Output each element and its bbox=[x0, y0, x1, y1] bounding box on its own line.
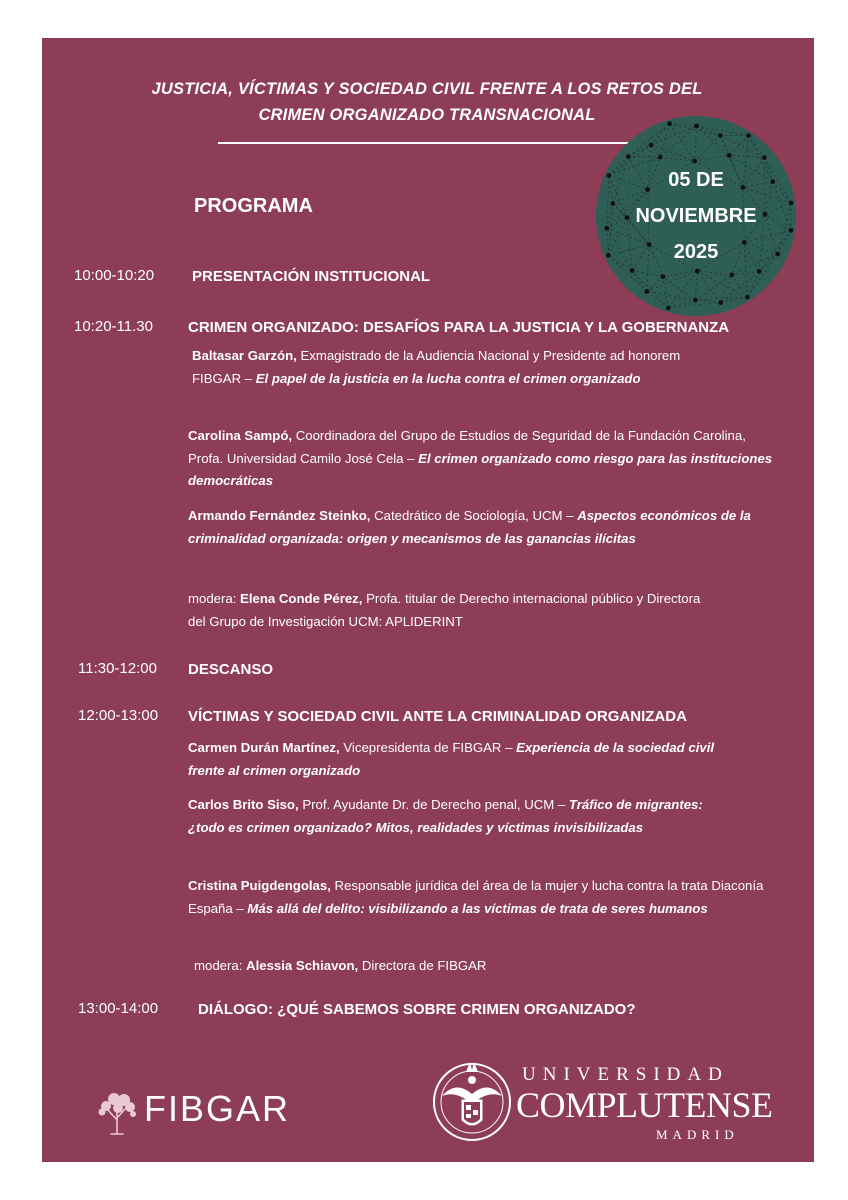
ucm-universidad: UNIVERSIDAD bbox=[522, 1064, 729, 1085]
network-node bbox=[693, 298, 698, 303]
ucm-logo bbox=[430, 1050, 782, 1150]
talk-title: Tráfico de migrantes: ¿todo es crimen organizado? Mitos, realidades y víctimas invisibilizadas bbox=[188, 797, 703, 835]
session-heading: PRESENTACIÓN INSTITUCIONAL bbox=[192, 268, 431, 285]
speaker-role: Vicepresidenta de FIBGAR – bbox=[339, 740, 517, 755]
speaker-role: Coordinadora del Grupo de Estudios de Seguridad de la Fundación Carolina, Profa. Universidad Camilo José Cela – bbox=[188, 428, 746, 466]
ucm-madrid: MADRID bbox=[656, 1127, 739, 1142]
speaker-entry bbox=[192, 345, 732, 390]
speaker-role: Responsable jurídica del área de la mujer y lucha contra la trata Diaconía España – bbox=[188, 878, 764, 916]
session-time: 13:00-14:00 bbox=[78, 1000, 159, 1017]
speaker-role: Prof. Ayudante Dr. de Derecho penal, UCM – bbox=[298, 797, 569, 812]
moderator-entry bbox=[188, 588, 708, 633]
session-time: 11:30-12:00 bbox=[78, 660, 157, 677]
network-node bbox=[667, 121, 672, 126]
session-heading: DESCANSO bbox=[188, 661, 274, 678]
session-heading: VÍCTIMAS Y SOCIEDAD CIVIL ANTE LA CRIMINALIDAD ORGANIZADA bbox=[188, 708, 687, 725]
speaker-name: Carmen Durán Martínez, bbox=[188, 740, 340, 755]
session-time: 12:00-13:00 bbox=[78, 707, 159, 724]
date-month: NOVIEMBRE bbox=[635, 205, 757, 227]
talk-title: El crimen organizado como riesgo para las instituciones democráticas bbox=[188, 450, 773, 488]
network-node bbox=[626, 154, 631, 159]
olive-tree-icon bbox=[94, 1090, 140, 1136]
session-time: 10:20-11.30 bbox=[74, 318, 153, 335]
moderator-name: Alessia Schiavon, bbox=[246, 958, 359, 973]
talk-title: Aspectos económicos de la criminalidad organizada: origen y mecanismos de las ganancias ilícitas bbox=[188, 508, 751, 546]
fibgar-wordmark: FIBGAR bbox=[144, 1088, 291, 1129]
network-node bbox=[746, 133, 751, 138]
network-node bbox=[658, 155, 663, 160]
network-node bbox=[718, 133, 723, 138]
network-node bbox=[644, 289, 649, 294]
network-node bbox=[727, 153, 732, 158]
speaker-name: Carlos Brito Siso, bbox=[188, 797, 299, 812]
speaker-role: Exmagistrado de la Audiencia Nacional y Presidente ad honorem FIBGAR – bbox=[192, 348, 681, 386]
moderator-role: Profa. titular de Derecho internacional público y Directora del Grupo de Investigación UCM: APLIDERINT bbox=[188, 591, 701, 629]
speaker-entry bbox=[188, 425, 778, 493]
speaker-name: Carolina Sampó, bbox=[188, 428, 293, 443]
network-node bbox=[649, 143, 654, 148]
speaker-entry bbox=[188, 875, 788, 920]
speaker-role: Catedrático de Sociología, UCM – bbox=[370, 508, 578, 523]
network-node bbox=[666, 306, 671, 311]
title-divider bbox=[218, 142, 636, 144]
network-node bbox=[730, 273, 735, 278]
talk-title: El papel de la justicia en la lucha contra el crimen organizado bbox=[255, 370, 641, 386]
speaker-entry bbox=[188, 737, 728, 782]
network-node bbox=[694, 124, 699, 129]
event-title-line-1: JUSTICIA, VÍCTIMAS Y SOCIEDAD CIVIL FRENTE A LOS RETOS DEL bbox=[151, 80, 703, 98]
speaker-name: Baltasar Garzón, bbox=[192, 348, 297, 363]
talk-title: Más allá del delito: visibilizando a las víctimas de trata de seres humanos bbox=[247, 900, 708, 916]
moderator-entry bbox=[194, 955, 694, 978]
date-year: 2025 bbox=[673, 241, 719, 263]
ucm-complutense: COMPLUTENSE bbox=[516, 1085, 773, 1125]
event-date bbox=[594, 162, 798, 270]
speaker-entry bbox=[188, 794, 728, 839]
date-badge bbox=[594, 114, 798, 318]
speaker-name: Cristina Puigdengolas, bbox=[188, 878, 331, 893]
talk-title: Experiencia de la sociedad civil frente al crimen organizado bbox=[188, 740, 715, 778]
network-node bbox=[661, 274, 666, 279]
network-node bbox=[745, 295, 750, 300]
fibgar-logo bbox=[92, 1084, 332, 1140]
moderator-name: Elena Conde Pérez, bbox=[240, 591, 363, 606]
moderator-prefix: modera: bbox=[188, 591, 241, 606]
event-title-line-2: CRIMEN ORGANIZADO TRANSNACIONAL bbox=[258, 106, 596, 124]
speaker-name: Armando Fernández Steinko, bbox=[188, 508, 371, 523]
network-node bbox=[762, 155, 767, 160]
session-time: 10:00-10:20 bbox=[74, 267, 155, 284]
ucm-crest-icon bbox=[430, 1050, 514, 1150]
network-node bbox=[718, 300, 723, 305]
session-heading: DIÁLOGO: ¿QUÉ SABEMOS SOBRE CRIMEN ORGANIZADO? bbox=[198, 1001, 636, 1018]
date-day: 05 DE bbox=[668, 169, 724, 191]
speaker-entry bbox=[188, 505, 758, 550]
moderator-prefix: modera: bbox=[194, 958, 247, 973]
session-heading: CRIMEN ORGANIZADO: DESAFÍOS PARA LA JUSTICIA Y LA GOBERNANZA bbox=[188, 319, 730, 336]
event-poster bbox=[42, 38, 814, 1162]
moderator-role: Directora de FIBGAR bbox=[358, 958, 487, 973]
programa-heading: PROGRAMA bbox=[194, 195, 313, 217]
